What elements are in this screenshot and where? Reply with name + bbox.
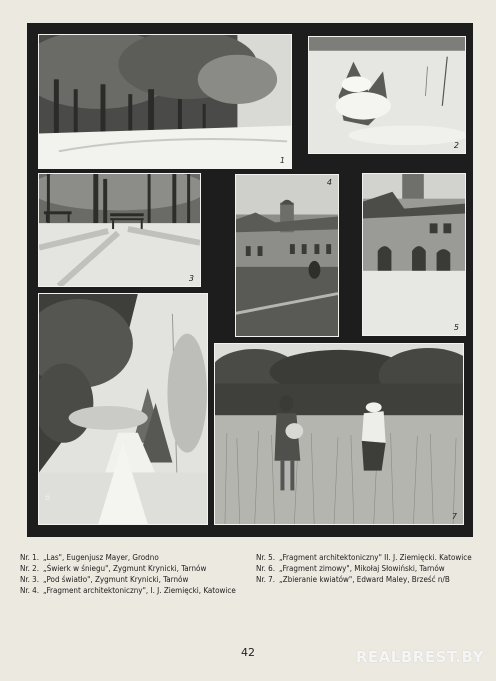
caption-text: „Fragment architektoniczny" II. J. Ziemięcki. Katowice [279, 553, 472, 562]
watermark: REALBREST.BY [355, 648, 484, 666]
caption-label: Nr. 7. [256, 575, 276, 584]
caption-text: „Fragment zimowy", Mikołaj Słowiński, Tarnów [279, 564, 445, 573]
caption-text: „Zbieranie kwiatów", Edward Maley, Brześć n/B [279, 575, 450, 584]
caption-item [20, 552, 248, 563]
caption-text: „Świerk w śniegu", Zygmunt Krynicki, Tarnów [43, 564, 207, 573]
photo-number: 6 [45, 493, 51, 502]
photo-number: 7 [451, 512, 457, 521]
caption-label: Nr. 5. [256, 553, 276, 562]
photo-6-winter-path [38, 293, 208, 525]
photo-number: 5 [453, 323, 459, 332]
photo-number: 4 [326, 178, 332, 187]
captions-left-column [20, 552, 248, 596]
caption-item [256, 552, 482, 563]
caption-label: Nr. 2. [20, 564, 40, 573]
photo-1-forest [38, 34, 292, 169]
photo-4-castle-courtyard [235, 174, 339, 337]
photo-3-park-benches [38, 173, 201, 287]
caption-item [20, 574, 248, 585]
photo-number: 2 [453, 141, 459, 150]
caption-text: „Las", Eugenjusz Mayer, Grodno [43, 553, 159, 562]
photo-7-flower-meadow [214, 343, 464, 525]
caption-label: Nr. 4. [20, 586, 40, 595]
page-number: 42 [241, 646, 255, 659]
caption-label: Nr. 6. [256, 564, 276, 573]
photo-plate [27, 23, 473, 537]
photo-number: 1 [279, 156, 285, 165]
photo-number: 3 [188, 274, 194, 283]
caption-label: Nr. 3. [20, 575, 40, 584]
captions-right-column [256, 552, 482, 585]
caption-item [20, 563, 248, 574]
caption-item [256, 574, 482, 585]
caption-text: „Fragment architektoniczny", I. J. Ziemięcki, Katowice [43, 586, 236, 595]
caption-label: Nr. 1. [20, 553, 40, 562]
photo-2-snowy-spruce [308, 36, 466, 154]
caption-item [20, 585, 248, 596]
caption-item [256, 563, 482, 574]
photo-5-castle-arcade [362, 173, 466, 336]
caption-text: „Pod światło", Zygmunt Krynicki, Tarnów [43, 575, 189, 584]
